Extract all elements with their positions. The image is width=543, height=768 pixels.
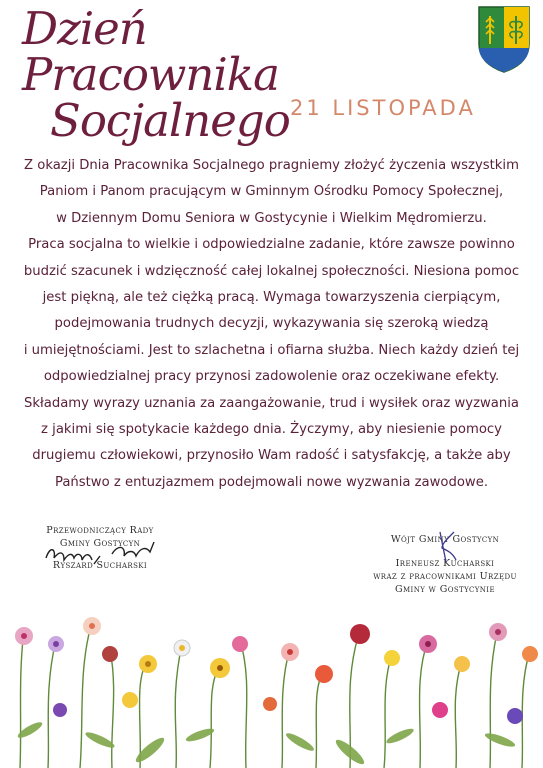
event-date: 21 LISTOPADA [290,96,476,120]
greeting-line: Państwo z entuzjazmem podejmowali nowe wyzwania zawodowe. [54,474,489,490]
greeting-line: drugiemu człowiekowi, przynosiło Wam radość i satysfakcję, a także aby [32,448,511,464]
title-line-2: Socjalnego [50,94,290,147]
signatory-note: wraz z pracownikami Urzędu [373,571,517,582]
signatory-note: Gminy w Gostycynie [395,584,495,595]
greeting-line: z jakimi się spotykacie każdego dnia. Życzymy, aby niesienie pomocy [41,422,502,438]
greeting-line: w Dziennym Domu Seniora w Gostycynie i Wielkim Mędromierzu. [56,210,487,226]
handwritten-signature [42,540,166,566]
page-title [22,2,382,147]
greeting-line: i umiejętnościami. Jest to szlachetna i ofiarna służba. Niech każdy dzień tej [23,342,520,358]
signatory-role: Gminy Gostycyn [59,538,141,549]
handwritten-signature [432,528,460,568]
coat-of-arms-icon [476,4,532,74]
signatory-role: Przewodniczący Rady [46,525,154,536]
greeting-line: odpowiedzialnej pracy przynosi zadowolenie oraz oczekiwane efekty. [43,369,500,385]
signatory-name: Ireneusz Kucharski [395,558,495,569]
greeting-line: podejmowania trudnych decyzji, wykazywania się szeroką wiedzą [54,316,489,332]
greeting-line: Paniom i Panom pracującym w Gminnym Ośrodku Pomocy Społecznej, [39,184,504,200]
wildflower-border-illustration [0,600,543,768]
signatory-role: Wójt Gminy Gostycyn [390,534,500,545]
title-line-1: Dzień Pracownika [22,2,279,101]
greeting-line: jest piękną, ale też ciężką pracą. Wymaga towarzyszenia cierpiącym, [42,290,501,306]
greeting-line: Składamy wyrazy uznania za zaangażowanie, trud i wysiłek oraz wyzwania [24,395,519,411]
signatory-name: Ryszard Sucharski [52,560,148,571]
greeting-line: budzić szacunek i wdzięczność całej lokalnej społeczności. Niesiona pomoc [23,263,520,279]
greeting-text [10,153,533,496]
greeting-line: Z okazji Dnia Pracownika Socjalnego pragniemy złożyć życzenia wszystkim [24,158,519,173]
greeting-line: Praca socjalna to wielkie i odpowiedzialne zadanie, które zawsze powinno [28,237,515,253]
